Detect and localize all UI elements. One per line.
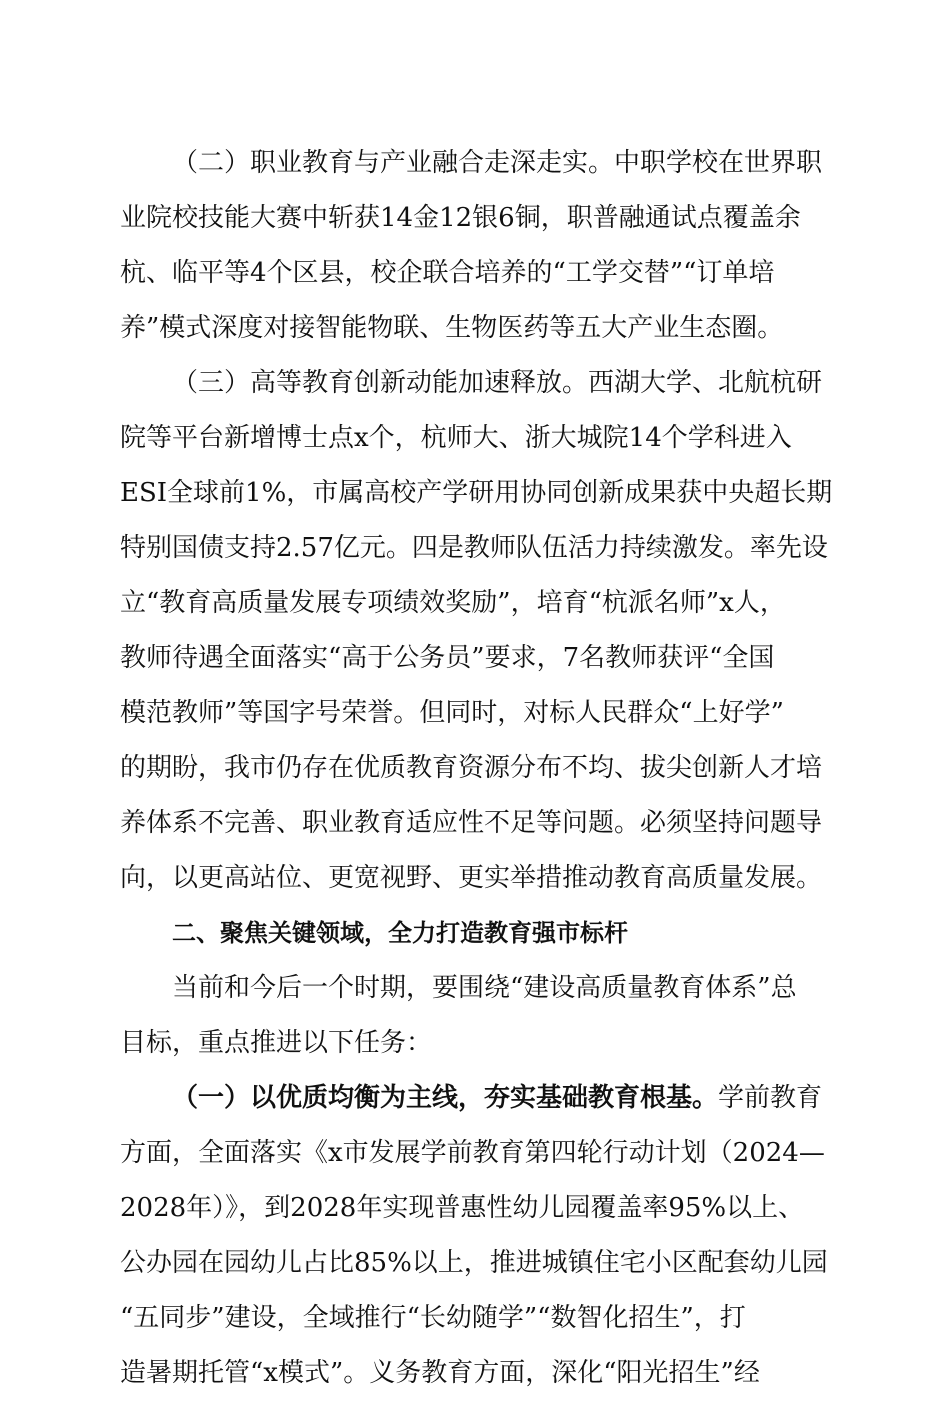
text-line: 养体系不完善、职业教育适应性不足等问题。必须坚持问题导: [120, 808, 823, 838]
text-line: 杭、临平等4个区县，校企联合培养的“工学交替”“订单培: [120, 258, 775, 288]
text-line: 当前和今后一个时期，要围绕“建设高质量教育体系”总: [172, 973, 797, 1003]
paragraph-vocational-education: [120, 136, 823, 356]
text-line: 造暑期托管“x模式”。义务教育方面，深化“阳光招生”经: [120, 1358, 760, 1388]
text-line: 公办园在园幼儿占比85%以上，推进城镇住宅小区配套幼儿园: [120, 1248, 828, 1278]
text-line: “五同步”建设，全域推行“长幼随学”“数智化招生”，打: [120, 1303, 746, 1333]
paragraph-higher-education: [120, 356, 833, 906]
section-heading: 二、聚焦关键领域，全力打造教育强市标杆: [172, 919, 628, 947]
document-body: [120, 136, 833, 1401]
text-line: 2028年）》，到2028年实现普惠性幼儿园覆盖率95%以上、: [120, 1193, 805, 1223]
text-line: 向，以更高站位、更宽视野、更实举措推动教育高质量发展。: [120, 863, 823, 893]
text-line: 目标，重点推进以下任务：: [120, 1028, 433, 1058]
paragraph-lead-sentence: （一）以优质均衡为主线，夯实基础教育根基。: [172, 1083, 719, 1113]
text-line: 养”模式深度对接智能物联、生物医药等五大产业生态圈。: [120, 313, 784, 343]
text-line: 的期盼，我市仍存在优质教育资源分布不均、拔尖创新人才培: [120, 753, 823, 783]
text-line: 业院校技能大赛中斩获14金12银6铜，职普融通试点覆盖余: [120, 203, 801, 233]
paragraph-intro-tasks: [120, 961, 822, 1071]
text-line: 模范教师”等国字号荣誉。但同时，对标人民群众“上好学”: [120, 698, 784, 728]
text-line: 教师待遇全面落实“高于公务员”要求，7名教师获评“全国: [120, 643, 775, 673]
text-line: [172, 1071, 822, 1126]
paragraph-basic-education: [120, 1071, 828, 1401]
text-line: （二）职业教育与产业融合走深走实。中职学校在世界职: [172, 148, 823, 178]
text-line: （三）高等教育创新动能加速释放。西湖大学、北航杭研: [172, 368, 823, 398]
text-line: 院等平台新增博士点x个，杭师大、浙大城院14个学科进入: [120, 423, 792, 453]
text-fragment: 学前教育: [718, 1083, 823, 1113]
text-line: 立“教育高质量发展专项绩效奖励”，培育“杭派名师”x人，: [120, 588, 786, 618]
text-line: 方面，全面落实《x市发展学前教育第四轮行动计划（2024—: [120, 1138, 825, 1168]
text-line: ESI全球前1%，市属高校产学研用协同创新成果获中央超长期: [120, 478, 833, 508]
text-line: 特别国债支持2.57亿元。四是教师队伍活力持续激发。率先设: [120, 533, 828, 563]
